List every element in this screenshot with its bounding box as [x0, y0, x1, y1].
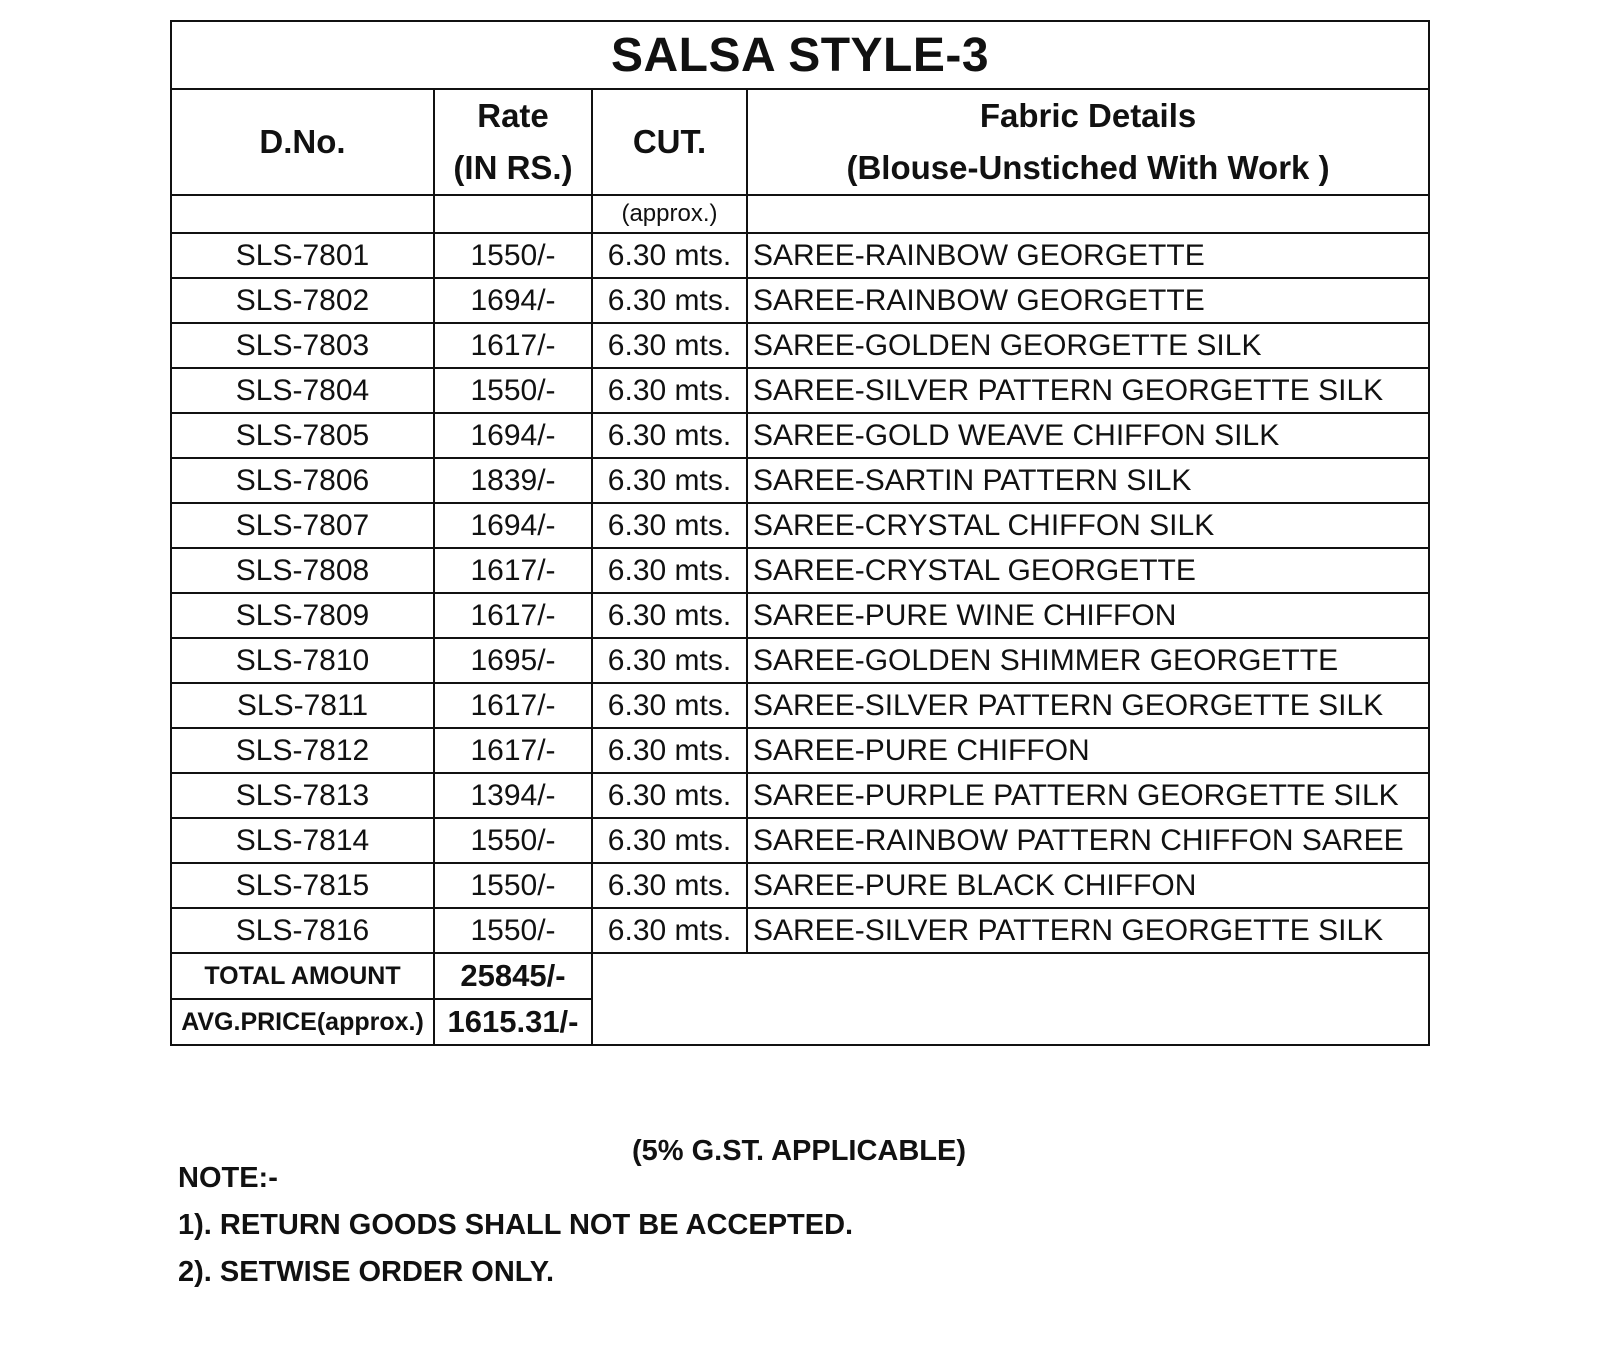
cell-fabric: SAREE-PURE WINE CHIFFON [747, 593, 1429, 638]
cell-rate: 1694/- [434, 278, 592, 323]
cell-rate: 1550/- [434, 863, 592, 908]
cell-fabric: SAREE-RAINBOW PATTERN CHIFFON SAREE [747, 818, 1429, 863]
cell-fabric: SAREE-CRYSTAL GEORGETTE [747, 548, 1429, 593]
cell-dno: SLS-7810 [171, 638, 434, 683]
header-rate-line1: Rate [477, 97, 549, 134]
table-row [171, 818, 1429, 863]
table-row [171, 278, 1429, 323]
approx-blank-rate [434, 195, 592, 233]
table-row [171, 638, 1429, 683]
cell-rate: 1550/- [434, 908, 592, 953]
cell-fabric: SAREE-PURE CHIFFON [747, 728, 1429, 773]
table-row [171, 233, 1429, 278]
table-row [171, 503, 1429, 548]
cell-dno: SLS-7801 [171, 233, 434, 278]
table-row [171, 548, 1429, 593]
table-row [171, 863, 1429, 908]
cell-dno: SLS-7816 [171, 908, 434, 953]
cell-dno: SLS-7811 [171, 683, 434, 728]
price-list-table [170, 20, 1430, 1046]
cell-fabric: SAREE-RAINBOW GEORGETTE [747, 278, 1429, 323]
cell-rate: 1617/- [434, 593, 592, 638]
cell-fabric: SAREE-RAINBOW GEORGETTE [747, 233, 1429, 278]
table-row [171, 368, 1429, 413]
avg-price-value: 1615.31/- [434, 999, 592, 1045]
table-row [171, 593, 1429, 638]
cell-rate: 1617/- [434, 728, 592, 773]
cell-rate: 1617/- [434, 548, 592, 593]
cell-rate: 1550/- [434, 818, 592, 863]
cell-cut: 6.30 mts. [592, 728, 747, 773]
cell-cut: 6.30 mts. [592, 323, 747, 368]
cell-dno: SLS-7803 [171, 323, 434, 368]
cell-rate: 1550/- [434, 368, 592, 413]
cell-cut: 6.30 mts. [592, 548, 747, 593]
cell-rate: 1617/- [434, 323, 592, 368]
cell-dno: SLS-7815 [171, 863, 434, 908]
cell-dno: SLS-7802 [171, 278, 434, 323]
cell-rate: 1839/- [434, 458, 592, 503]
summary-blank-area [592, 953, 1429, 1045]
cell-cut: 6.30 mts. [592, 368, 747, 413]
cell-dno: SLS-7812 [171, 728, 434, 773]
cell-fabric: SAREE-SILVER PATTERN GEORGETTE SILK [747, 908, 1429, 953]
header-rate-line2: (IN RS.) [453, 149, 573, 186]
cell-dno: SLS-7809 [171, 593, 434, 638]
table-row [171, 458, 1429, 503]
avg-price-label: AVG.PRICE(approx.) [171, 999, 434, 1045]
table-row [171, 683, 1429, 728]
cell-fabric: SAREE-SILVER PATTERN GEORGETTE SILK [747, 368, 1429, 413]
cell-dno: SLS-7808 [171, 548, 434, 593]
cell-cut: 6.30 mts. [592, 503, 747, 548]
cell-fabric: SAREE-PURE BLACK CHIFFON [747, 863, 1429, 908]
cell-fabric: SAREE-GOLDEN GEORGETTE SILK [747, 323, 1429, 368]
table-row [171, 908, 1429, 953]
note-item-2: 2). SETWISE ORDER ONLY. [178, 1256, 554, 1288]
cell-cut: 6.30 mts. [592, 593, 747, 638]
header-dno: D.No. [171, 89, 434, 195]
note-heading: NOTE:- [178, 1162, 278, 1194]
cell-dno: SLS-7806 [171, 458, 434, 503]
approx-blank-fabric [747, 195, 1429, 233]
total-row [171, 953, 1429, 999]
cell-rate: 1694/- [434, 503, 592, 548]
header-rate [434, 89, 592, 195]
cell-cut: 6.30 mts. [592, 638, 747, 683]
note-item-1: 1). RETURN GOODS SHALL NOT BE ACCEPTED. [178, 1209, 854, 1241]
cell-cut: 6.30 mts. [592, 863, 747, 908]
cell-rate: 1550/- [434, 233, 592, 278]
cell-cut: 6.30 mts. [592, 278, 747, 323]
cell-dno: SLS-7814 [171, 818, 434, 863]
header-cut: CUT. [592, 89, 747, 195]
header-fabric-line2: (Blouse-Unstiched With Work ) [846, 149, 1330, 186]
cell-rate: 1617/- [434, 683, 592, 728]
table-row [171, 728, 1429, 773]
cell-cut: 6.30 mts. [592, 458, 747, 503]
cell-cut: 6.30 mts. [592, 233, 747, 278]
cell-rate: 1695/- [434, 638, 592, 683]
cell-fabric: SAREE-GOLDEN SHIMMER GEORGETTE [747, 638, 1429, 683]
total-amount-value: 25845/- [434, 953, 592, 999]
cell-cut: 6.30 mts. [592, 413, 747, 458]
cell-dno: SLS-7807 [171, 503, 434, 548]
table-row [171, 773, 1429, 818]
cell-fabric: SAREE-SILVER PATTERN GEORGETTE SILK [747, 683, 1429, 728]
header-fabric-line1: Fabric Details [979, 97, 1197, 134]
cell-fabric: SAREE-SARTIN PATTERN SILK [747, 458, 1429, 503]
table-row [171, 413, 1429, 458]
header-fabric [747, 89, 1429, 195]
gst-note: (5% G.ST. APPLICABLE) [631, 1135, 967, 1167]
cell-fabric: SAREE-GOLD WEAVE CHIFFON SILK [747, 413, 1429, 458]
total-amount-label: TOTAL AMOUNT [171, 953, 434, 999]
cell-rate: 1694/- [434, 413, 592, 458]
table-row [171, 323, 1429, 368]
cell-dno: SLS-7804 [171, 368, 434, 413]
cell-rate: 1394/- [434, 773, 592, 818]
approx-blank-dno [171, 195, 434, 233]
cell-cut: 6.30 mts. [592, 773, 747, 818]
cell-dno: SLS-7813 [171, 773, 434, 818]
cell-dno: SLS-7805 [171, 413, 434, 458]
cell-cut: 6.30 mts. [592, 818, 747, 863]
cell-cut: 6.30 mts. [592, 683, 747, 728]
cell-cut: 6.30 mts. [592, 908, 747, 953]
cut-approx-note: (approx.) [592, 195, 747, 233]
cell-fabric: SAREE-PURPLE PATTERN GEORGETTE SILK [747, 773, 1429, 818]
cell-fabric: SAREE-CRYSTAL CHIFFON SILK [747, 503, 1429, 548]
table-title: SALSA STYLE-3 [171, 21, 1429, 89]
